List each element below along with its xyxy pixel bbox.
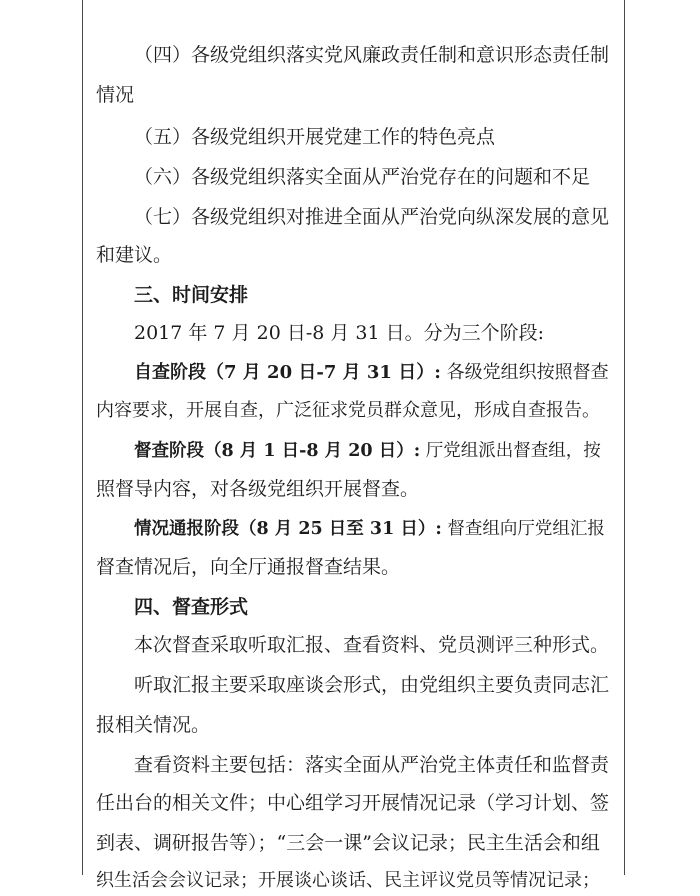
stage-supervision — [134, 436, 601, 466]
paragraph-line: （七）各级党组织对推进全面从严治党向纵深发展的意见 — [134, 206, 610, 228]
paragraph-line: 织生活会会议记录；开展谈心谈话、民主评议党员等情况记录； — [96, 870, 600, 891]
paragraph-line: 督查情况后，向全厅通报督查结果。 — [96, 556, 401, 578]
stage-self-check — [134, 358, 609, 388]
paragraph-line: （六）各级党组织落实全面从严治党存在的问题和不足 — [134, 166, 591, 188]
paragraph-line: 报相关情况。 — [96, 714, 211, 736]
paragraph-line: 情况 — [96, 84, 135, 106]
paragraph-line: 听取汇报主要采取座谈会形式，由党组织主要负责同志汇 — [134, 674, 610, 696]
paragraph-line: 任出台的相关文件；中心组学习开展情况记录（学习计划、签 — [96, 792, 610, 814]
page-border-right — [624, 0, 625, 875]
stage-report — [134, 514, 605, 544]
paragraph-line: 到表、调研报告等）；“三会一课”会议记录；民主生活会和组 — [96, 832, 600, 854]
stage-text: 各级党组织按照督查 — [440, 362, 609, 383]
stage-title: 自查阶段（7 月 20 日-7 月 31 日）: — [134, 362, 441, 383]
paragraph-line: 和建议。 — [96, 244, 173, 266]
paragraph-line: （四）各级党组织落实党风廉政责任制和意识形态责任制 — [134, 44, 610, 66]
paragraph-line: 照督导内容，对各级党组织开展督查。 — [96, 478, 420, 500]
stage-title: 督查阶段（8 月 1 日-8 月 20 日）: — [134, 441, 421, 461]
paragraph-line: 内容要求，开展自查，广泛征求党员群众意见，形成自查报告。 — [96, 400, 600, 421]
paragraph-line: 查看资料主要包括：落实全面从严治党主体责任和监督责 — [134, 754, 610, 776]
stage-text: 督查组向厅党组汇报 — [441, 519, 605, 539]
paragraph-line: 本次督查采取听取汇报、查看资料、党员测评三种形式。 — [134, 634, 610, 656]
section-heading-schedule: 三、时间安排 — [134, 284, 249, 306]
stage-title: 情况通报阶段（8 月 25 日至 31 日）: — [134, 519, 442, 539]
page-border-left — [82, 0, 83, 875]
paragraph-line: 2017 年 7 月 20 日-8 月 31 日。分为三个阶段: — [134, 322, 545, 344]
stage-text: 厅党组派出督查组，按 — [420, 441, 601, 461]
paragraph-line: （五）各级党组织开展党建工作的特色亮点 — [134, 126, 496, 148]
section-heading-form: 四、督查形式 — [134, 596, 249, 618]
